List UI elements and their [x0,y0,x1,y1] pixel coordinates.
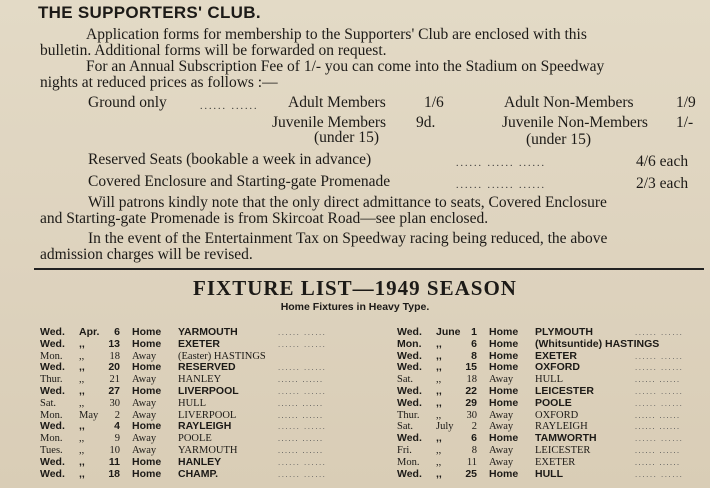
fixture-row [397,339,707,351]
fixture-venue: Home [132,455,162,468]
fixture-venue: Away [132,350,157,362]
fixture-month: May [79,409,99,421]
fixture-leader-dots: ...... ...... [635,457,681,467]
fixture-date: 20 [108,361,120,374]
fixture-leader-dots: ...... ...... [278,363,327,373]
adult-members-label: Adult Members [288,94,386,111]
fixture-month: ,, [436,432,442,445]
fixture-day: Thur. [397,409,420,421]
fixture-opponent: RAYLEIGH [535,421,588,433]
fixture-date: 8 [471,349,477,362]
fixture-month: ,, [79,337,85,350]
fixture-venue: Home [489,361,519,374]
fixture-day: Sat. [397,374,414,386]
fixture-opponent: RESERVED [178,361,236,374]
fixture-venue: Home [132,337,162,350]
fixture-opponent: HANLEY [178,374,222,386]
fixture-month: ,, [436,349,442,362]
fixture-venue: Home [132,467,162,480]
fixture-list-title: FIXTURE LIST—1949 SEASON [193,276,517,300]
fixture-opponent: YARMOUTH [178,326,238,338]
fixture-day: Wed. [40,420,65,433]
fixture-leader-dots: ...... ...... [635,328,684,337]
fixture-opponent: HANLEY [178,455,222,468]
fixture-leader-dots: ...... ...... [635,351,684,361]
fixture-opponent: LIVERPOOL [178,384,239,397]
fixture-venue: Home [132,361,162,374]
fixture-leader-dots: ...... ...... [278,398,324,408]
fixture-venue: Home [489,467,519,480]
fixture-month: ,, [79,384,85,397]
adult-members-price: 1/6 [424,94,444,111]
fixture-opponent: POOLE [535,396,572,409]
fixture-month: ,, [79,374,85,386]
fixture-row [40,398,350,410]
fixture-date: 4 [114,420,120,433]
section-title: THE SUPPORTERS' CLUB. [38,3,261,22]
fixture-row [397,398,707,410]
juvenile-members-age-note: (under 15) [314,129,379,146]
fixture-day: Mon. [40,350,63,362]
para-subscription-line1: For an Annual Subscription Fee of 1/- you can come into the Stadium on Speedway [86,58,605,75]
fixture-venue: Home [489,326,519,338]
fixture-leader-dots: ...... ...... [635,398,684,408]
fixture-month: June [436,326,461,338]
fixture-date: 2 [471,421,477,433]
fixture-date: 9 [114,433,120,445]
fixture-date: 15 [465,361,477,374]
fixture-day: Mon. [397,456,420,468]
covered-enclosure-label: Covered Enclosure and Starting-gate Promenade [88,173,391,190]
fixture-opponent: HULL [535,467,563,480]
fixture-month: Apr. [79,326,100,338]
fixture-opponent: LIVERPOOL [178,409,237,421]
fixture-row [397,469,707,481]
para-tax-line2: admission charges will be revised. [40,246,253,263]
fixture-opponent: TAMWORTH [535,432,597,445]
fixture-day: Wed. [40,467,65,480]
fixture-month: ,, [79,397,85,409]
fixture-opponent: LEICESTER [535,384,594,397]
juvenile-members-price: 9d. [416,114,436,131]
fixture-row [40,469,350,481]
ground-only-label: Ground only [88,94,167,111]
fixture-day: Mon. [40,409,63,421]
juvenile-non-members-price: 1/- [676,114,694,131]
fixture-opponent: EXETER [535,349,578,362]
fixture-day: Wed. [40,384,65,397]
fixture-leader-dots: ...... ...... [635,363,684,373]
fixture-row [40,421,350,433]
fixture-date: 13 [108,337,120,350]
adult-non-members-label: Adult Non-Members [504,94,634,111]
para-subscription-line2: nights at reduced prices as follows :— [40,74,278,91]
fixture-opponent: POOLE [178,433,212,445]
reserved-seats-price: 4/6 each [636,153,689,170]
covered-enclosure-price: 2/3 each [636,175,689,192]
fixture-month: ,, [79,455,85,468]
fixture-leader-dots: ...... ...... [635,445,681,455]
fixture-date: 8 [471,444,477,456]
fixture-month: ,, [436,396,442,409]
fixture-month: ,, [436,456,442,468]
fixture-day: Mon. [40,433,63,445]
fixture-day: Wed. [40,455,65,468]
fixture-venue: Home [489,396,519,409]
fixtures-column-right [397,327,707,480]
fixture-month: ,, [79,350,85,362]
fixture-list-subtitle: Home Fixtures in Heavy Type. [280,301,430,313]
para-admittance-line2: and Starting-gate Promenade is from Skircoat Road—see plan enclosed. [40,210,489,227]
fixture-month: ,, [79,361,85,374]
fixture-month: ,, [79,420,85,433]
fixture-opponent: HULL [178,397,206,409]
fixture-row [397,386,707,398]
fixture-day: Wed. [397,384,422,397]
fixture-venue: Home [489,337,519,350]
fixture-venue: Away [132,444,157,456]
fixture-date: 6 [471,337,477,350]
fixture-day: Wed. [40,361,65,374]
para-admittance-line1: Will patrons kindly note that the only direct admittance to seats, Covered Enclosure [88,194,607,211]
fixture-opponent: OXFORD [535,409,579,421]
fixture-month: ,, [79,444,85,456]
fixture-row [40,362,350,374]
fixture-venue: Away [132,433,157,445]
fixture-row [397,410,707,422]
fixture-leader-dots: ...... ...... [635,386,684,396]
fixture-date: 29 [465,396,477,409]
fixture-date: 30 [109,397,120,409]
fixtures-column-left [40,327,350,480]
fixture-leader-dots: ...... ...... [635,422,681,432]
fixture-month: ,, [436,409,442,421]
fixture-date: 18 [108,467,120,480]
juvenile-members-label: Juvenile Members [272,114,387,131]
fixture-opponent: PLYMOUTH [535,326,593,338]
fixture-day: Wed. [40,326,65,338]
fixture-date: 6 [471,432,477,445]
fixture-leader-dots: ...... ...... [278,457,327,467]
fixture-date: 1 [471,326,477,338]
fixture-date: 2 [114,409,120,421]
fixture-date: 21 [109,374,120,386]
fixture-venue: Home [132,326,162,338]
fixture-opponent: CHAMP. [178,467,219,480]
fixture-opponent: (Whitsuntide) HASTINGS [535,337,660,350]
fixture-day: Wed. [397,396,422,409]
fixture-venue: Home [489,349,519,362]
para-membership-line1: Application forms for membership to the Supporters' Club are enclosed with this [86,26,587,43]
fixture-row [397,433,707,445]
fixture-date: 22 [465,384,477,397]
fixture-date: 11 [466,456,477,468]
fixture-venue: Away [489,374,514,386]
fixture-row [397,457,707,469]
fixture-opponent: RAYLEIGH [178,420,232,433]
fixture-leader-dots: ...... ...... [278,328,327,337]
fixture-month: ,, [436,467,442,480]
fixture-date: 6 [114,326,120,338]
fixture-date: 10 [109,444,120,456]
fixture-month: ,, [79,433,85,445]
fixture-venue: Away [132,374,157,386]
fixture-leader-dots: ...... ...... [635,469,684,479]
fixture-leader-dots: ...... ...... [278,469,327,479]
fixture-month: July [436,421,454,433]
fixture-leader-dots: ...... ...... [635,434,684,444]
fixture-day: Mon. [397,337,422,350]
covered-leader-dots: ...... ...... ...... [456,180,546,191]
adult-non-members-price: 1/9 [676,94,696,111]
fixture-row [40,386,350,398]
fixture-date: 25 [465,467,477,480]
fixture-opponent: YARMOUTH [178,444,238,456]
fixture-opponent: (Easter) HASTINGS [178,350,266,362]
fixture-day: Fri. [397,444,412,456]
reserved-seats-label: Reserved Seats (bookable a week in advance) [88,151,372,168]
fixture-month: ,, [436,337,442,350]
fixture-venue: Away [489,409,514,421]
ground-leader-dots: ...... ...... [200,101,259,112]
fixture-date: 18 [109,350,120,362]
fixture-leader-dots: ...... ...... [635,410,681,420]
fixture-day: Sat. [397,421,414,433]
fixture-row [40,433,350,445]
fixture-opponent: OXFORD [535,361,580,374]
fixture-day: Sat. [40,397,57,409]
fixture-row [40,457,350,469]
fixture-venue: Away [132,397,157,409]
fixture-day: Wed. [397,432,422,445]
fixture-leader-dots: ...... ...... [278,410,324,420]
fixture-venue: Away [489,421,514,433]
fixture-venue: Home [132,420,162,433]
fixture-opponent: LEICESTER [535,444,591,456]
juvenile-non-members-age-note: (under 15) [526,131,591,148]
fixture-month: ,, [436,361,442,374]
fixture-day: Thur. [40,374,63,386]
fixture-row [40,339,350,351]
fixture-venue: Away [132,409,157,421]
fixture-month: ,, [436,374,442,386]
fixture-opponent: HULL [535,374,563,386]
fixture-leader-dots: ...... ...... [278,434,324,444]
reserved-leader-dots: ...... ...... ...... [456,158,546,169]
juvenile-non-members-label: Juvenile Non-Members [502,114,648,131]
fixture-row [397,362,707,374]
para-membership-line2: bulletin. Additional forms will be forwarded on request. [40,42,387,59]
fixture-venue: Away [489,456,514,468]
fixture-opponent: EXETER [535,456,576,468]
fixture-month: ,, [79,467,85,480]
fixture-leader-dots: ...... ...... [278,422,327,432]
fixture-leader-dots: ...... ...... [278,386,327,396]
fixture-leader-dots: ...... ...... [278,375,324,385]
fixture-date: 11 [108,455,120,468]
fixture-venue: Home [489,432,519,445]
fixture-venue: Away [489,444,514,456]
fixture-venue: Home [132,384,162,397]
fixture-date: 30 [466,409,477,421]
fixture-day: Wed. [397,361,422,374]
fixture-row [397,445,707,457]
para-tax-line1: In the event of the Entertainment Tax on Speedway racing being reduced, the above [88,230,608,247]
fixture-venue: Home [489,384,519,397]
fixture-month: ,, [436,384,442,397]
fixture-month: ,, [436,444,442,456]
fixture-leader-dots: ...... ...... [278,445,324,455]
section-divider [34,268,704,270]
fixture-day: Wed. [397,326,422,338]
fixture-leader-dots: ...... ...... [635,375,681,385]
fixture-row [40,445,350,457]
fixture-opponent: EXETER [178,337,221,350]
fixture-day: Wed. [40,337,65,350]
fixture-day: Wed. [397,349,422,362]
fixture-date: 18 [466,374,477,386]
fixture-leader-dots: ...... ...... [278,339,327,349]
fixture-date: 27 [108,384,120,397]
fixture-day: Tues. [40,444,63,456]
fixture-day: Wed. [397,467,422,480]
